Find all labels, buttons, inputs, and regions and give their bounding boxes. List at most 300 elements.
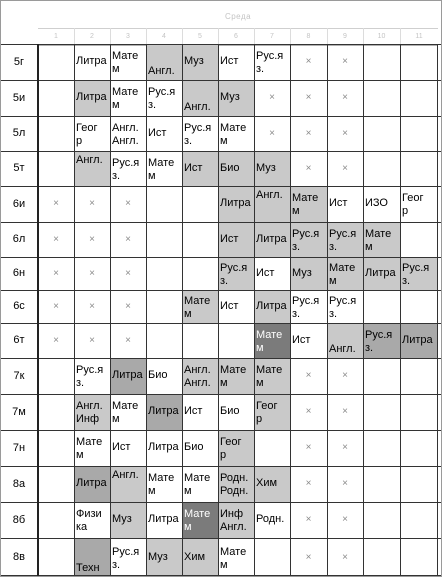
empty-slot[interactable] [74, 222, 110, 257]
lesson-text: Рус.я з. [292, 295, 320, 320]
lesson-text: Литра [148, 513, 179, 525]
lesson-cell[interactable] [400, 323, 438, 358]
lesson-text: Рус.я з. [256, 50, 284, 75]
lesson-cell[interactable] [218, 538, 254, 577]
lesson-number-4: 4 [162, 33, 166, 40]
header-separator [363, 28, 364, 44]
lesson-text: Ист [220, 233, 239, 245]
header-separator [110, 28, 111, 44]
empty-mark: × [89, 234, 95, 245]
lesson-text: Мате м [148, 472, 175, 497]
class-label: 8а [12, 478, 26, 490]
lesson-cell[interactable] [74, 466, 110, 502]
lesson-text: Рус.я з. [329, 228, 357, 253]
lesson-text: Рус.я з. [184, 122, 212, 147]
lesson-cell[interactable] [110, 466, 146, 502]
class-label: 5т [13, 162, 25, 174]
empty-slot[interactable] [290, 466, 327, 502]
empty-mark: × [305, 552, 312, 563]
lesson-text: Муз [112, 513, 132, 525]
empty-mark: × [305, 92, 312, 103]
lesson-number-11: 11 [415, 33, 423, 40]
empty-mark: × [305, 406, 312, 417]
empty-mark: × [125, 301, 131, 312]
lesson-cell[interactable] [146, 502, 182, 538]
lesson-cell[interactable] [146, 538, 182, 577]
lesson-cell[interactable] [74, 502, 110, 538]
empty-slot[interactable] [110, 290, 146, 323]
row-divider [0, 430, 442, 431]
lesson-text: Био [184, 441, 204, 453]
column-divider [74, 44, 75, 577]
empty-slot[interactable] [327, 394, 363, 430]
lesson-cell[interactable] [146, 430, 182, 466]
class-label: 5г [13, 56, 25, 68]
lesson-text: Англ. Англ. [112, 122, 139, 147]
lesson-text: Рус.я з. [365, 329, 393, 354]
lesson-cell[interactable] [218, 222, 254, 257]
empty-slot[interactable] [110, 186, 146, 222]
lesson-cell[interactable] [146, 116, 182, 151]
lesson-text: Ист [184, 405, 203, 417]
class-label: 6т [13, 334, 25, 346]
header-separator [254, 28, 255, 44]
empty-mark: × [342, 514, 348, 525]
empty-mark: × [342, 128, 348, 139]
empty-slot[interactable] [254, 116, 290, 151]
class-label: 8б [12, 514, 26, 526]
lesson-cell[interactable] [146, 80, 182, 116]
lesson-text: Ист [148, 127, 167, 139]
lesson-text: Био [148, 369, 168, 381]
lesson-text: Литра [365, 267, 396, 279]
lesson-cell[interactable] [254, 257, 290, 290]
lesson-cell[interactable] [182, 430, 218, 466]
lesson-cell[interactable] [218, 394, 254, 430]
lesson-cell[interactable] [290, 290, 327, 323]
lesson-text: Мате м [184, 295, 211, 320]
lesson-text: Рус.я з. [329, 295, 357, 320]
column-divider [363, 44, 364, 577]
lesson-text: Литра [76, 91, 107, 103]
column-divider [400, 44, 401, 577]
lesson-text: Мате м [76, 436, 103, 461]
lesson-cell[interactable] [254, 502, 290, 538]
lesson-text: Хим [256, 477, 278, 489]
empty-mark: × [89, 301, 95, 312]
lesson-cell[interactable] [218, 257, 254, 290]
lesson-cell[interactable] [110, 358, 146, 394]
row-divider [0, 575, 442, 576]
lesson-cell[interactable] [74, 430, 110, 466]
empty-slot[interactable] [327, 44, 363, 80]
lesson-text: Мате м [112, 86, 139, 111]
lesson-text: Рус.я з. [76, 364, 104, 389]
lesson-cell[interactable] [182, 394, 218, 430]
lesson-cell[interactable] [363, 186, 400, 222]
lesson-text: Родн. [256, 513, 285, 525]
empty-slot[interactable] [290, 502, 327, 538]
lesson-text: Ист [184, 162, 203, 174]
header-separator [327, 28, 328, 44]
empty-mark: × [342, 163, 348, 174]
lesson-text: Муз [184, 55, 204, 67]
lesson-cell[interactable] [146, 358, 182, 394]
lesson-cell[interactable] [254, 394, 290, 430]
empty-mark: × [125, 268, 131, 279]
lesson-text: Муз [148, 551, 168, 563]
empty-mark: × [342, 370, 348, 381]
empty-mark: × [125, 335, 131, 346]
empty-slot[interactable] [74, 257, 110, 290]
empty-slot[interactable] [110, 257, 146, 290]
row-divider [0, 358, 442, 359]
row-divider [0, 394, 442, 395]
row-divider [0, 116, 442, 117]
lesson-cell[interactable] [110, 502, 146, 538]
class-label: 7м [12, 406, 26, 418]
column-divider [110, 44, 111, 577]
lesson-cell[interactable] [146, 466, 182, 502]
lesson-text: Хим [184, 551, 206, 563]
lesson-cell[interactable] [218, 430, 254, 466]
class-label: 7н [12, 442, 26, 454]
empty-slot[interactable] [327, 358, 363, 394]
empty-slot[interactable] [110, 323, 146, 358]
column-divider [437, 44, 438, 577]
lesson-text: Англ. [148, 65, 175, 77]
lesson-number-10: 10 [377, 33, 386, 40]
class-label: 8в [13, 551, 25, 563]
lesson-text: Муз [220, 91, 240, 103]
lesson-text: Рус.я з. [148, 86, 176, 111]
empty-slot[interactable] [38, 257, 74, 290]
lesson-cell[interactable] [400, 186, 438, 222]
class-label: 6н [12, 267, 26, 279]
empty-mark: × [269, 128, 275, 139]
lesson-text: Англ. Инф [76, 400, 103, 425]
header-separator [400, 28, 401, 44]
lesson-cell[interactable] [327, 222, 363, 257]
lesson-cell[interactable] [146, 44, 182, 80]
lesson-cell[interactable] [146, 394, 182, 430]
lesson-text: Рус.я з. [112, 157, 140, 182]
empty-mark: × [89, 268, 95, 279]
lesson-cell[interactable] [218, 80, 254, 116]
empty-mark: × [269, 92, 275, 103]
empty-mark: × [305, 163, 312, 174]
header-separator [182, 28, 183, 44]
lesson-text: Литра [256, 300, 287, 312]
empty-slot[interactable] [327, 466, 363, 502]
lesson-cell[interactable] [218, 290, 254, 323]
lesson-text: Англ. [112, 469, 139, 481]
day-header: Среда [224, 12, 252, 21]
lesson-cell[interactable] [110, 80, 146, 116]
empty-slot[interactable] [110, 222, 146, 257]
lesson-cell[interactable] [290, 257, 327, 290]
row-divider [0, 538, 442, 539]
lesson-text: Литра [112, 369, 143, 381]
lesson-cell[interactable] [363, 323, 400, 358]
lesson-number-3: 3 [126, 33, 130, 40]
lesson-cell[interactable] [254, 466, 290, 502]
lesson-text: Ист [292, 334, 311, 346]
empty-slot[interactable] [38, 323, 74, 358]
empty-mark: × [305, 478, 312, 489]
lesson-cell[interactable] [182, 502, 218, 538]
lesson-cell[interactable] [218, 502, 254, 538]
class-label: 6л [12, 233, 26, 245]
lesson-text: Англ. Англ. [184, 364, 211, 389]
empty-slot[interactable] [290, 44, 327, 80]
empty-slot[interactable] [327, 151, 363, 186]
lesson-text: Мате м [112, 50, 139, 75]
lesson-text: Англ. [184, 101, 211, 113]
lesson-cell[interactable] [182, 466, 218, 502]
empty-mark: × [305, 514, 312, 525]
lesson-cell[interactable] [218, 44, 254, 80]
empty-mark: × [305, 128, 312, 139]
column-divider [290, 44, 291, 577]
empty-slot[interactable] [38, 186, 74, 222]
lesson-text: Мате м [365, 228, 392, 253]
column-divider [0, 44, 1, 577]
lesson-cell[interactable] [290, 323, 327, 358]
lesson-text: Рус.я з. [402, 262, 430, 287]
lesson-cell[interactable] [327, 290, 363, 323]
column-divider [327, 44, 328, 577]
row-divider [0, 290, 442, 291]
lesson-text: Муз [256, 162, 276, 174]
lesson-number-2: 2 [90, 33, 94, 40]
lesson-text: Литра [402, 334, 433, 346]
lesson-cell[interactable] [254, 290, 290, 323]
lesson-cell[interactable] [218, 186, 254, 222]
class-label: 5и [12, 92, 26, 104]
lesson-text: Англ. [256, 189, 283, 201]
lesson-cell[interactable] [218, 151, 254, 186]
lesson-text: Мате м [220, 122, 247, 147]
row-divider [0, 502, 442, 503]
lesson-text: Геог р [220, 436, 242, 461]
lesson-text: Литра [148, 405, 179, 417]
lesson-cell[interactable] [74, 151, 110, 186]
empty-slot[interactable] [327, 430, 363, 466]
lesson-text: Рус.я з. [112, 546, 140, 571]
lesson-cell[interactable] [74, 358, 110, 394]
lesson-cell[interactable] [182, 151, 218, 186]
row-divider [0, 257, 442, 258]
lesson-text: Физи ка [76, 508, 102, 533]
lesson-text: Инф Англ. [220, 508, 247, 533]
lesson-text: Мате м [220, 364, 247, 389]
lesson-cell[interactable] [74, 538, 110, 577]
lesson-text: Геог р [76, 122, 98, 147]
lesson-number-6: 6 [234, 33, 238, 40]
empty-mark: × [342, 478, 348, 489]
empty-mark: × [53, 234, 59, 245]
lesson-cell[interactable] [74, 116, 110, 151]
empty-slot[interactable] [290, 430, 327, 466]
empty-mark: × [342, 56, 348, 67]
lesson-text: Мате м [329, 262, 356, 287]
lesson-text: Мате м [220, 546, 247, 571]
lesson-text: Муз [292, 267, 312, 279]
empty-slot[interactable] [290, 116, 327, 151]
empty-mark: × [89, 335, 95, 346]
lesson-text: ИЗО [365, 197, 388, 209]
lesson-text: Ист [329, 197, 348, 209]
header-separator [74, 28, 75, 44]
lesson-text: Мате м [256, 329, 283, 354]
empty-mark: × [305, 370, 312, 381]
class-label: 5л [12, 127, 26, 139]
empty-mark: × [53, 335, 59, 346]
lesson-text: Литра [256, 233, 287, 245]
lesson-text: Мате м [292, 192, 319, 217]
empty-slot[interactable] [290, 538, 327, 577]
lesson-text: Литра [220, 197, 251, 209]
lesson-cell[interactable] [218, 116, 254, 151]
lesson-cell[interactable] [327, 186, 363, 222]
lesson-text: Англ. [329, 343, 356, 355]
lesson-text: Техн [76, 562, 100, 574]
lesson-text: Мате м [184, 472, 211, 497]
row-divider [0, 323, 442, 324]
empty-mark: × [342, 442, 348, 453]
empty-mark: × [342, 552, 348, 563]
empty-mark: × [305, 442, 312, 453]
lesson-text: Родн. Родн. [220, 472, 249, 497]
empty-slot[interactable] [74, 290, 110, 323]
header-separator [290, 28, 291, 44]
lesson-cell[interactable] [218, 466, 254, 502]
lesson-text: Ист [256, 267, 275, 279]
lesson-number-5: 5 [198, 33, 202, 40]
lesson-cell[interactable] [182, 116, 218, 151]
column-divider [37, 44, 39, 577]
empty-slot[interactable] [74, 323, 110, 358]
empty-slot[interactable] [290, 80, 327, 116]
lesson-text: Ист [220, 55, 239, 67]
lesson-cell[interactable] [254, 323, 290, 358]
lesson-cell[interactable] [110, 151, 146, 186]
lesson-text: Литра [148, 441, 179, 453]
lesson-text: Литра [76, 55, 107, 67]
row-divider [0, 466, 442, 467]
lesson-number-1: 1 [54, 33, 58, 40]
lesson-text: Литра [76, 477, 107, 489]
empty-slot[interactable] [327, 80, 363, 116]
lesson-text: Био [220, 162, 240, 174]
empty-slot[interactable] [254, 80, 290, 116]
header-separator [218, 28, 219, 44]
lesson-cell[interactable] [400, 257, 438, 290]
lesson-cell[interactable] [74, 80, 110, 116]
lesson-cell[interactable] [254, 358, 290, 394]
empty-mark: × [125, 198, 131, 209]
lesson-cell[interactable] [254, 151, 290, 186]
lesson-text: Англ. [76, 154, 103, 166]
empty-mark: × [53, 268, 59, 279]
lesson-number-8: 8 [306, 33, 311, 40]
empty-mark: × [89, 198, 95, 209]
lesson-cell[interactable] [110, 430, 146, 466]
empty-slot[interactable] [327, 538, 363, 577]
lesson-number-9: 9 [343, 33, 347, 40]
column-divider [254, 44, 255, 577]
row-divider [0, 80, 442, 81]
lesson-cell[interactable] [74, 394, 110, 430]
class-label: 6и [12, 198, 26, 210]
lesson-cell[interactable] [110, 538, 146, 577]
lesson-cell[interactable] [327, 323, 363, 358]
lesson-cell[interactable] [290, 222, 327, 257]
lesson-number-7: 7 [270, 33, 274, 40]
column-divider [182, 44, 183, 577]
empty-slot[interactable] [38, 290, 74, 323]
empty-slot[interactable] [327, 502, 363, 538]
lesson-cell[interactable] [254, 222, 290, 257]
empty-slot[interactable] [290, 358, 327, 394]
lesson-cell[interactable] [182, 44, 218, 80]
empty-slot[interactable] [38, 222, 74, 257]
lesson-cell[interactable] [254, 44, 290, 80]
lesson-cell[interactable] [146, 151, 182, 186]
lesson-cell[interactable] [218, 358, 254, 394]
lesson-text: Мате м [184, 508, 211, 533]
lesson-text: Мате м [148, 157, 175, 182]
class-label: 7к [13, 370, 25, 382]
lesson-cell[interactable] [182, 80, 218, 116]
row-divider [0, 151, 442, 152]
lesson-cell[interactable] [363, 222, 400, 257]
empty-slot[interactable] [327, 116, 363, 151]
lesson-cell[interactable] [290, 186, 327, 222]
lesson-cell[interactable] [110, 116, 146, 151]
lesson-cell[interactable] [254, 186, 290, 222]
lesson-text: Рус.я з. [292, 228, 320, 253]
lesson-cell[interactable] [110, 394, 146, 430]
lesson-cell[interactable] [327, 257, 363, 290]
lesson-cell[interactable] [182, 290, 218, 323]
empty-mark: × [342, 92, 348, 103]
class-label: 6с [13, 300, 25, 312]
lesson-text: Геог р [256, 400, 278, 425]
lesson-text: Био [220, 405, 240, 417]
lesson-cell[interactable] [363, 257, 400, 290]
header-separator [146, 28, 147, 44]
empty-mark: × [53, 301, 59, 312]
lesson-text: Ист [220, 300, 239, 312]
lesson-cell[interactable] [74, 44, 110, 80]
lesson-text: Мате м [112, 400, 139, 425]
lesson-text: Геог р [402, 192, 424, 217]
empty-slot[interactable] [290, 394, 327, 430]
lesson-text: Ист [112, 441, 131, 453]
lesson-cell[interactable] [182, 358, 218, 394]
empty-slot[interactable] [290, 151, 327, 186]
row-divider [0, 222, 442, 223]
row-divider [0, 186, 442, 187]
row-divider [0, 44, 442, 45]
column-divider [218, 44, 219, 577]
lesson-cell[interactable] [182, 538, 218, 577]
lesson-text: Рус.я з. [220, 262, 248, 287]
empty-slot[interactable] [74, 186, 110, 222]
lesson-cell[interactable] [110, 44, 146, 80]
